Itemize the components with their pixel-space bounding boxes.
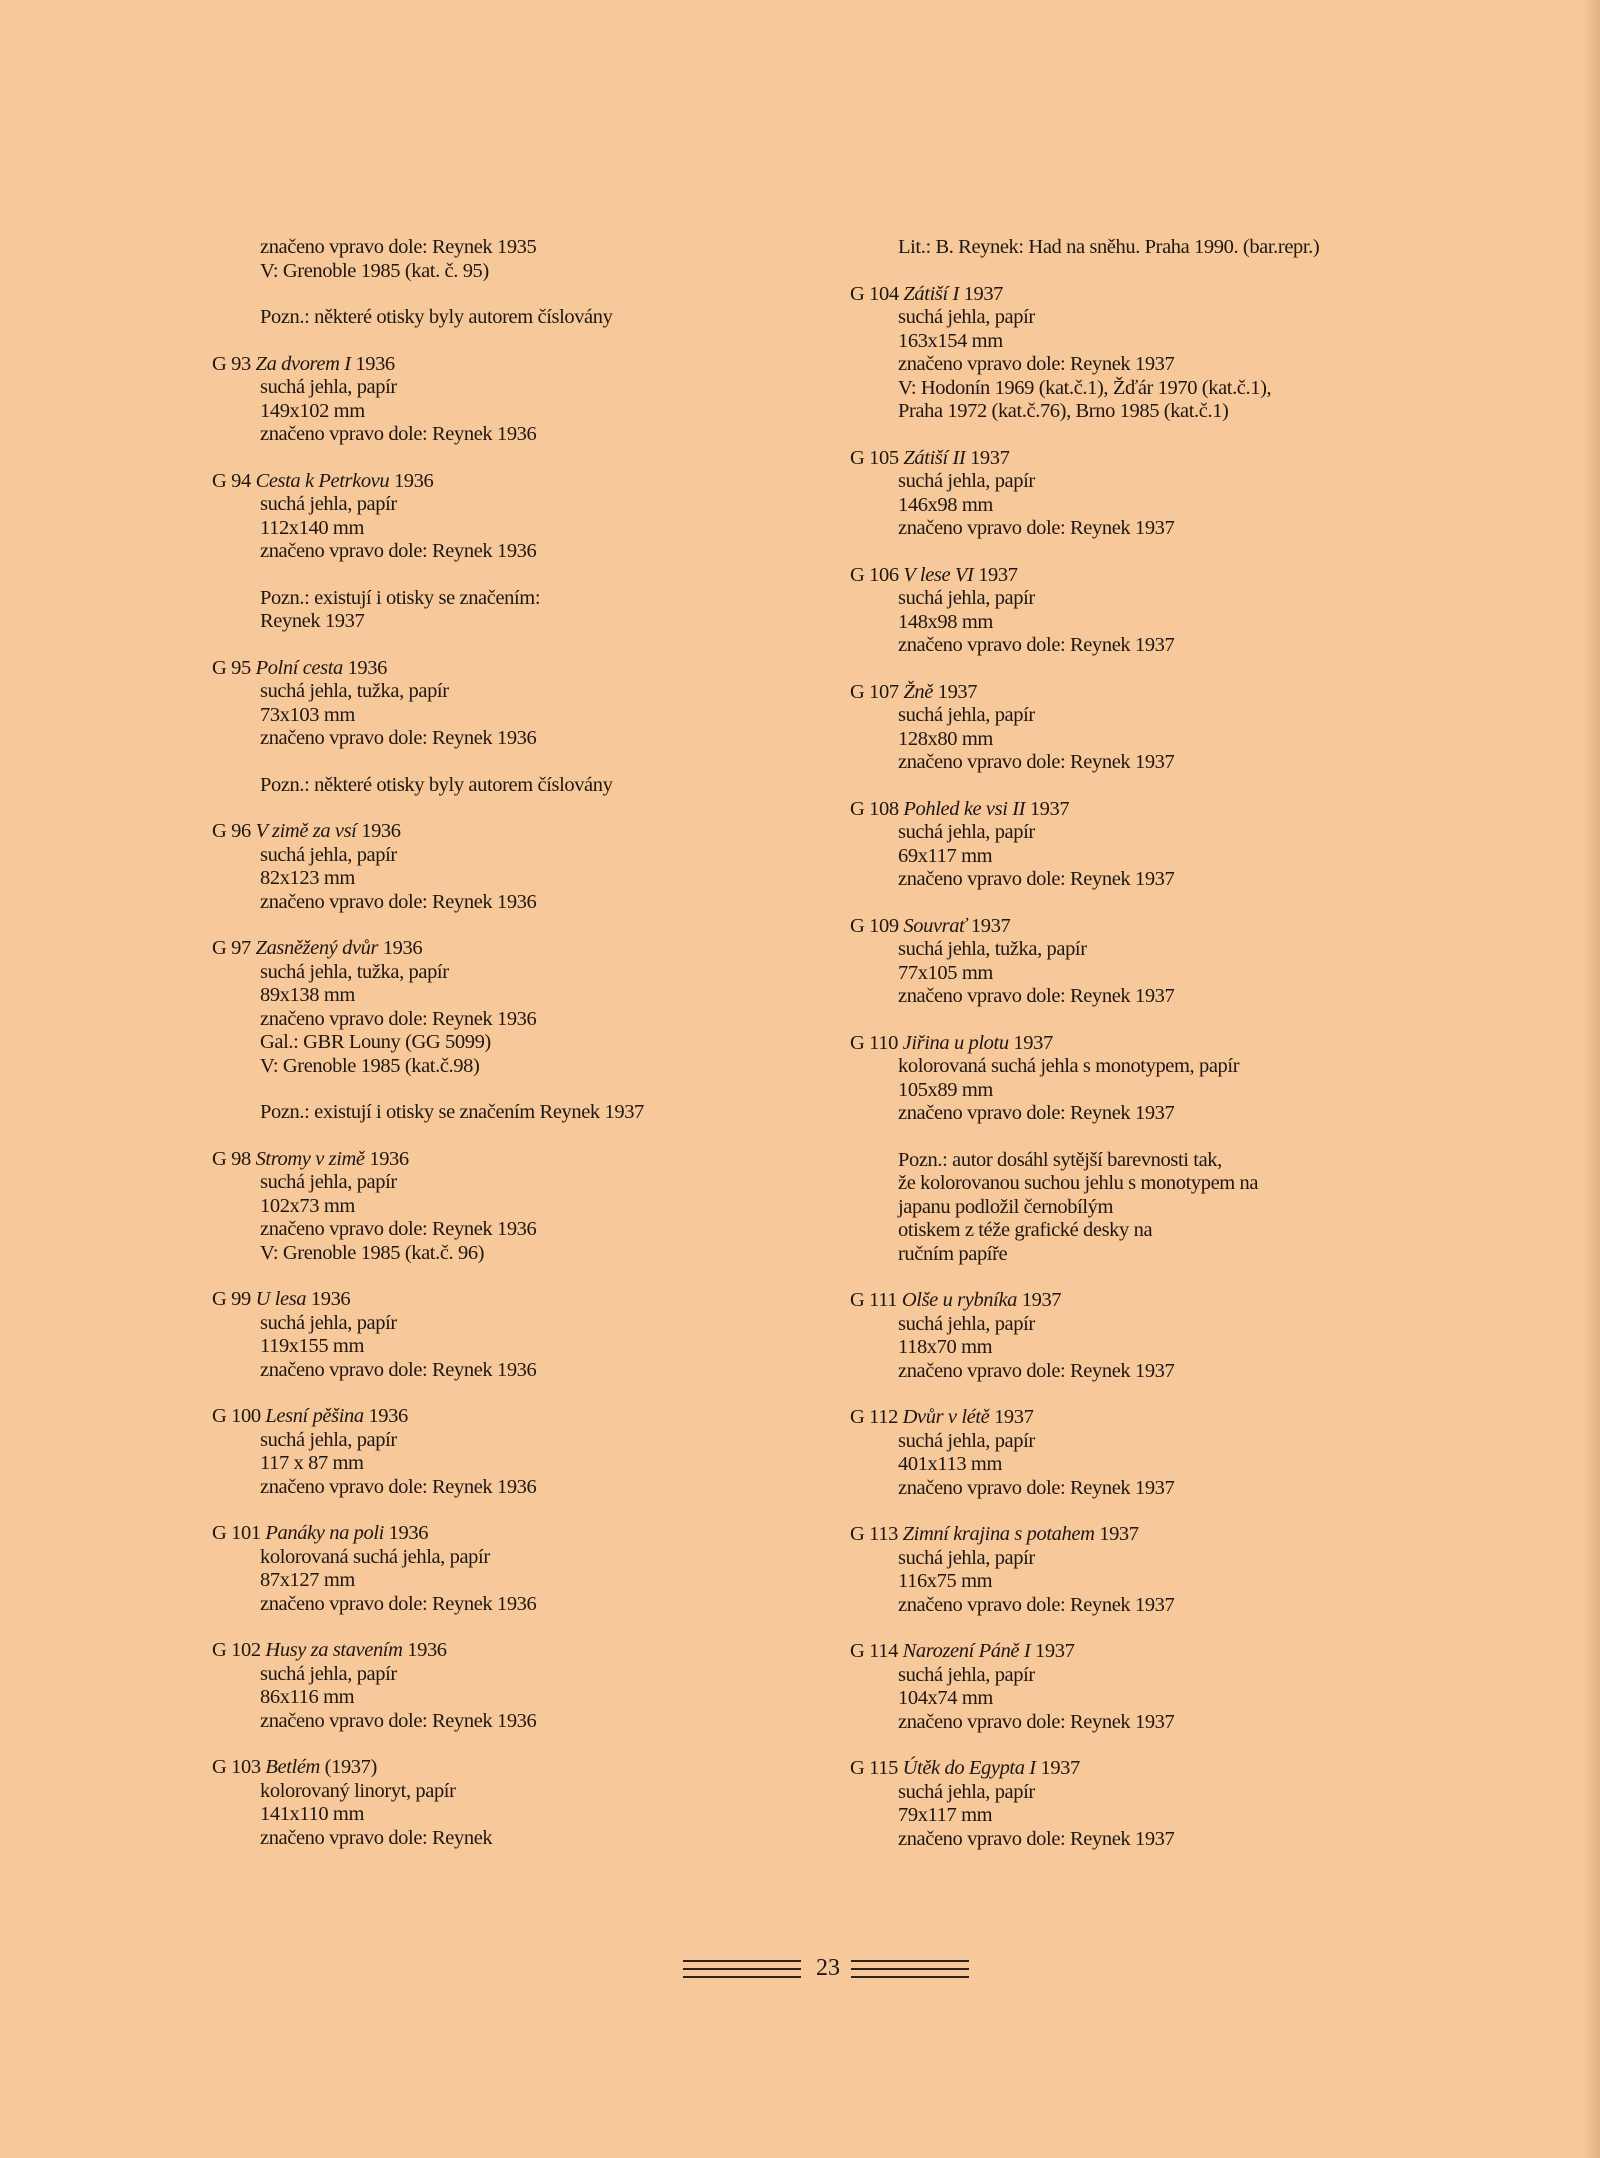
entry-note-line: Reynek 1937 — [260, 610, 365, 632]
entry-year: 1936 — [382, 937, 423, 959]
catalog-entry — [212, 470, 772, 564]
entry-detail: značeno vpravo dole: Reynek 1936 — [260, 1475, 537, 1498]
page-footer — [0, 1952, 1600, 1992]
entry-title: V lese VI — [903, 563, 974, 586]
entry-code: G 98 — [212, 1147, 251, 1170]
entry-detail: značeno vpravo dole: Reynek 1936 — [260, 1218, 537, 1240]
catalog-entry — [212, 1756, 772, 1850]
entry-detail: 82x123 mm — [260, 867, 355, 889]
entry-heading — [850, 447, 1410, 471]
entry-note-line: že kolorovanou suchou jehlu s monotypem na — [898, 1172, 1259, 1194]
entry-detail: značeno vpravo dole: Reynek 1936 — [260, 423, 537, 445]
entry-detail: 73x103 mm — [260, 703, 355, 726]
entry-detail: suchá jehla, papír — [260, 843, 397, 866]
entry-note — [212, 1101, 772, 1125]
entry-title: Cesta k Petrkovu — [255, 469, 390, 492]
entry-detail: suchá jehla, papír — [898, 821, 1035, 843]
intro-block — [212, 236, 772, 283]
entry-detail: 148x98 mm — [898, 610, 993, 633]
intro-block — [850, 236, 1410, 260]
entry-detail: suchá jehla, papír — [898, 1312, 1035, 1335]
entry-code: G 96 — [212, 820, 251, 842]
right-column — [850, 236, 1410, 1874]
catalog-entry — [212, 1522, 772, 1616]
entry-detail: 118x70 mm — [898, 1336, 993, 1358]
entry-title: V zimě za vsí — [255, 820, 357, 842]
entry-detail: 149x102 mm — [260, 399, 365, 422]
intro-note-block — [212, 306, 772, 330]
entry-code: G 113 — [850, 1523, 898, 1545]
entry-code: G 111 — [850, 1289, 898, 1311]
entry-heading — [212, 657, 772, 681]
catalog-entry — [850, 1289, 1410, 1383]
entry-year: 1936 — [310, 1288, 351, 1310]
catalog-entry — [850, 283, 1410, 424]
entry-detail: značeno vpravo dole: Reynek 1937 — [898, 1593, 1175, 1616]
entry-code: G 105 — [850, 446, 899, 469]
entry-detail: značeno vpravo dole: Reynek 1937 — [898, 985, 1175, 1007]
entry-code: G 103 — [212, 1756, 261, 1778]
entry-note — [850, 1149, 1410, 1267]
entry-detail: suchá jehla, papír — [898, 1780, 1035, 1803]
entry-detail: značeno vpravo dole: Reynek 1937 — [898, 1359, 1175, 1382]
entry-detail: značeno vpravo dole: Reynek 1937 — [898, 1102, 1175, 1124]
entry-code: G 97 — [212, 937, 251, 959]
entry-detail: suchá jehla, tužka, papír — [260, 680, 449, 702]
entry-detail: suchá jehla, papír — [260, 1428, 397, 1451]
catalog-entry — [850, 564, 1410, 658]
entry-detail: značeno vpravo dole: Reynek 1937 — [898, 1710, 1175, 1733]
entry-year: 1936 — [388, 1522, 429, 1544]
page-number: 23 — [816, 1955, 840, 1981]
entry-note-line: japanu podložil černobílým — [898, 1195, 1114, 1218]
entry-detail: značeno vpravo dole: Reynek 1936 — [260, 540, 537, 562]
entry-detail: značeno vpravo dole: Reynek 1936 — [260, 890, 537, 913]
entry-year: 1936 — [407, 1639, 447, 1661]
entry-detail: značeno vpravo dole: Reynek 1937 — [898, 1476, 1175, 1499]
catalog-entry — [212, 1148, 772, 1266]
entry-detail: 141x110 mm — [260, 1803, 365, 1825]
entry-heading — [850, 1289, 1410, 1313]
entry-heading — [212, 1522, 772, 1546]
entry-note — [212, 774, 772, 798]
catalog-entry — [850, 1523, 1410, 1617]
entry-detail: kolorovaný linoryt, papír — [260, 1779, 456, 1802]
entry-title: Za dvorem I — [255, 352, 351, 375]
catalog-entry — [850, 1406, 1410, 1500]
entry-heading — [212, 1639, 772, 1663]
catalog-entry — [212, 820, 772, 914]
catalog-entry — [212, 1288, 772, 1382]
entry-title: U lesa — [255, 1288, 307, 1310]
entry-detail: 77x105 mm — [898, 961, 993, 984]
entry-detail: značeno vpravo dole: Reynek 1937 — [898, 353, 1175, 375]
entry-detail: V: Grenoble 1985 (kat.č. 96) — [260, 1241, 485, 1264]
entry-heading — [850, 1523, 1410, 1547]
entry-title: Zasněžený dvůr — [255, 937, 379, 959]
entry-detail: suchá jehla, papír — [898, 704, 1035, 726]
entry-code: G 110 — [850, 1031, 898, 1054]
entry-title: Jiřina u plotu — [902, 1031, 1009, 1054]
catalog-entry — [850, 447, 1410, 541]
entry-year: 1937 — [937, 680, 978, 703]
entry-detail: suchá jehla, papír — [260, 1171, 397, 1193]
entry-year: 1937 — [1040, 1757, 1080, 1779]
entry-heading — [212, 1288, 772, 1312]
entry-year: 1937 — [970, 914, 1011, 937]
entry-detail: značeno vpravo dole: Reynek — [260, 1826, 493, 1849]
intro-line: Lit.: B. Reynek: Had na sněhu. Praha 1990. (bar.repr.) — [898, 236, 1320, 258]
entry-title: Olše u rybníka — [901, 1289, 1018, 1311]
entry-detail: značeno vpravo dole: Reynek 1936 — [260, 1358, 537, 1381]
entry-heading — [212, 353, 772, 377]
entry-year: 1937 — [963, 282, 1004, 305]
entry-heading — [850, 564, 1410, 588]
entry-detail: suchá jehla, papír — [898, 587, 1035, 609]
entry-detail: značeno vpravo dole: Reynek 1937 — [898, 517, 1175, 539]
entry-detail: suchá jehla, papír — [260, 1311, 397, 1334]
entry-detail: 89x138 mm — [260, 984, 355, 1006]
entry-code: G 104 — [850, 282, 899, 305]
entry-detail: 117 x 87 mm — [260, 1452, 364, 1474]
entry-code: G 109 — [850, 914, 899, 937]
entry-year: 1936 — [347, 656, 387, 679]
entry-heading — [850, 915, 1410, 939]
entry-detail: značeno vpravo dole: Reynek 1937 — [898, 751, 1175, 773]
entry-detail: suchá jehla, papír — [898, 306, 1035, 328]
entry-title: Zátiší I — [903, 282, 959, 305]
entry-code: G 108 — [850, 797, 899, 820]
catalog-entry — [212, 353, 772, 447]
entry-note-line: Pozn.: některé otisky byly autorem číslovány — [260, 773, 613, 796]
entry-heading — [212, 1756, 772, 1780]
entry-detail: značeno vpravo dole: Reynek 1936 — [260, 1007, 537, 1030]
entry-code: G 114 — [850, 1640, 898, 1662]
entry-title: Souvrať — [903, 914, 967, 937]
entry-detail: kolorovaná suchá jehla s monotypem, papír — [898, 1055, 1240, 1077]
entry-detail: kolorovaná suchá jehla, papír — [260, 1545, 490, 1568]
entry-year: 1936 — [361, 820, 401, 842]
entry-code: G 107 — [850, 680, 899, 703]
entry-detail: suchá jehla, tužka, papír — [260, 960, 449, 983]
entry-heading — [850, 798, 1410, 822]
entry-detail: 69x117 mm — [898, 844, 993, 867]
footer-ornament-left — [683, 1960, 801, 1984]
entry-year: 1937 — [1021, 1289, 1062, 1311]
entry-note-line: Pozn.: existují i otisky se značením: — [260, 586, 541, 609]
catalog-entry — [212, 1405, 772, 1499]
entry-code: G 94 — [212, 469, 251, 492]
footer-ornament-right — [851, 1960, 969, 1984]
entry-detail: 102x73 mm — [260, 1194, 355, 1217]
entry-detail: 146x98 mm — [898, 493, 993, 516]
entry-year: 1936 — [368, 1405, 408, 1427]
entry-detail: značeno vpravo dole: Reynek 1936 — [260, 1709, 537, 1732]
entry-code: G 100 — [212, 1405, 261, 1427]
intro-note: Pozn.: některé otisky byly autorem číslovány — [260, 306, 613, 328]
entry-heading — [850, 283, 1410, 307]
intro-line: značeno vpravo dole: Reynek 1935 — [260, 236, 537, 258]
entry-detail: 119x155 mm — [260, 1335, 365, 1357]
entry-year: 1936 — [369, 1147, 409, 1170]
catalog-entry — [850, 1032, 1410, 1126]
entry-detail: 79x117 mm — [898, 1804, 993, 1826]
entry-detail: 86x116 mm — [260, 1686, 355, 1708]
entry-year: (1937) — [324, 1756, 377, 1778]
entry-title: Narození Páně I — [902, 1640, 1031, 1662]
entry-note-line: ručním papíře — [898, 1242, 1008, 1265]
entry-detail: značeno vpravo dole: Reynek 1937 — [898, 1827, 1175, 1850]
entry-detail: suchá jehla, papír — [898, 1429, 1035, 1452]
catalog-entry — [212, 1639, 772, 1733]
entry-code: G 112 — [850, 1406, 898, 1428]
entry-title: Husy za stavením — [265, 1639, 403, 1661]
entry-heading — [212, 470, 772, 494]
entry-title: Lesní pěšina — [265, 1405, 364, 1427]
entry-year: 1937 — [1013, 1031, 1053, 1054]
entry-detail: suchá jehla, papír — [260, 493, 397, 515]
catalog-entry — [850, 1757, 1410, 1851]
entry-title: Pohled ke vsi II — [903, 797, 1026, 820]
entry-code: G 101 — [212, 1522, 261, 1544]
entry-code: G 99 — [212, 1288, 251, 1310]
entry-detail: 87x127 mm — [260, 1569, 355, 1591]
entry-year: 1937 — [1099, 1523, 1139, 1545]
entry-heading — [212, 1148, 772, 1172]
entry-detail: 112x140 mm — [260, 516, 365, 539]
entry-detail: 104x74 mm — [898, 1687, 993, 1709]
entry-detail: značeno vpravo dole: Reynek 1937 — [898, 868, 1175, 890]
entry-detail: suchá jehla, papír — [898, 470, 1035, 492]
left-column — [212, 236, 772, 1873]
entry-heading — [212, 937, 772, 961]
entry-detail: Gal.: GBR Louny (GG 5099) — [260, 1031, 491, 1053]
entry-detail: suchá jehla, tužka, papír — [898, 938, 1087, 960]
entry-year: 1937 — [978, 563, 1018, 586]
entry-code: G 106 — [850, 563, 899, 586]
entry-title: Zátiší II — [903, 446, 966, 469]
entry-detail: 128x80 mm — [898, 727, 993, 750]
entry-heading — [212, 820, 772, 844]
entry-title: Dvůr v létě — [902, 1406, 990, 1428]
entry-heading — [850, 1032, 1410, 1056]
entry-code: G 102 — [212, 1639, 261, 1661]
entry-note-line: Pozn.: autor dosáhl sytější barevnosti tak, — [898, 1148, 1222, 1171]
entry-detail: 105x89 mm — [898, 1078, 993, 1101]
entry-title: Betlém — [265, 1756, 320, 1778]
catalog-entry — [212, 657, 772, 751]
catalog-entry — [850, 1640, 1410, 1734]
entry-detail: 401x113 mm — [898, 1453, 1003, 1475]
entry-title: Panáky na poli — [265, 1522, 384, 1544]
page-binding-shadow — [1582, 0, 1600, 2158]
entry-year: 1936 — [393, 469, 434, 492]
catalog-entry — [850, 798, 1410, 892]
entry-detail: suchá jehla, papír — [898, 1546, 1035, 1569]
entry-heading — [212, 1405, 772, 1429]
entry-title: Polní cesta — [255, 656, 343, 679]
entry-title: Útěk do Egypta I — [902, 1757, 1036, 1779]
entry-detail: suchá jehla, papír — [260, 376, 397, 398]
entry-code: G 93 — [212, 352, 251, 375]
entry-year: 1937 — [994, 1406, 1034, 1428]
entry-heading — [850, 1640, 1410, 1664]
entry-title: Žně — [903, 680, 933, 703]
entry-year: 1937 — [1029, 797, 1070, 820]
entry-heading — [850, 1757, 1410, 1781]
entry-detail: značeno vpravo dole: Reynek 1937 — [898, 634, 1175, 656]
entry-code: G 115 — [850, 1757, 898, 1779]
entry-heading — [850, 681, 1410, 705]
entry-detail: Praha 1972 (kat.č.76), Brno 1985 (kat.č.1) — [898, 400, 1229, 422]
entry-detail: suchá jehla, papír — [260, 1662, 397, 1685]
entry-heading — [850, 1406, 1410, 1430]
entry-title: Zimní krajina s potahem — [902, 1523, 1095, 1545]
entry-detail: 163x154 mm — [898, 329, 1003, 352]
entry-detail: V: Hodonín 1969 (kat.č.1), Žďár 1970 (kat.č.1), — [898, 376, 1272, 399]
entry-detail: značeno vpravo dole: Reynek 1936 — [260, 727, 537, 749]
entry-title: Stromy v zimě — [255, 1147, 365, 1170]
entry-note — [212, 587, 772, 634]
catalog-entry — [212, 937, 772, 1078]
catalog-entry — [850, 915, 1410, 1009]
entry-year: 1937 — [1035, 1640, 1075, 1662]
entry-year: 1937 — [970, 446, 1010, 469]
entry-detail: suchá jehla, papír — [898, 1663, 1035, 1686]
entry-detail: 116x75 mm — [898, 1570, 993, 1592]
entry-note-line: otiskem z téže grafické desky na — [898, 1219, 1153, 1241]
entry-code: G 95 — [212, 656, 251, 679]
intro-line: V: Grenoble 1985 (kat. č. 95) — [260, 259, 489, 282]
entry-detail: V: Grenoble 1985 (kat.č.98) — [260, 1054, 480, 1077]
entry-year: 1936 — [355, 352, 395, 375]
entry-detail: značeno vpravo dole: Reynek 1936 — [260, 1592, 537, 1615]
catalog-entry — [850, 681, 1410, 775]
entry-note-line: Pozn.: existují i otisky se značením Reynek 1937 — [260, 1101, 644, 1123]
